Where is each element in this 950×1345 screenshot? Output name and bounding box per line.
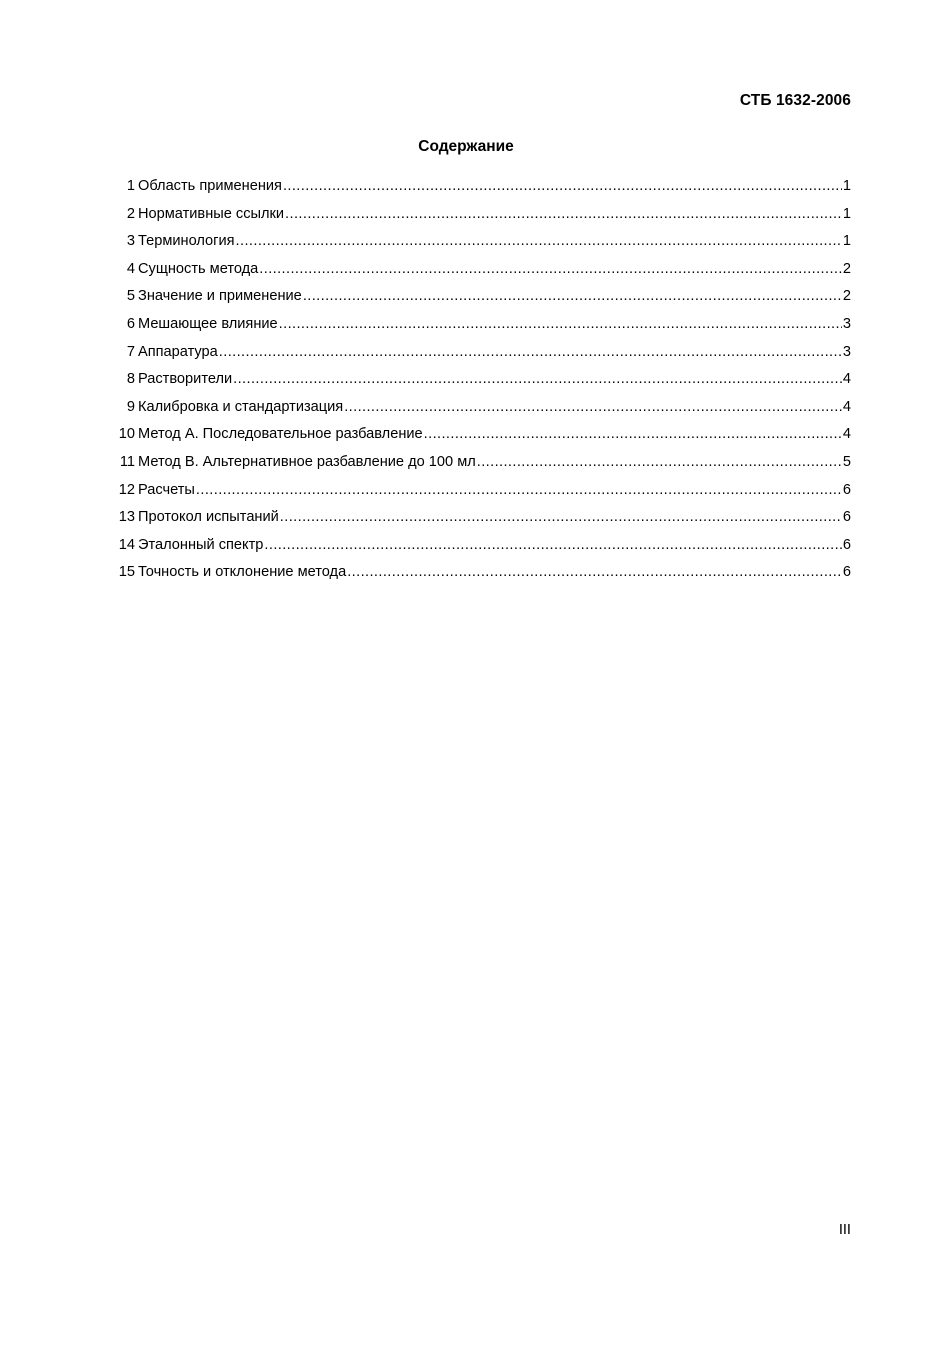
toc-dot-leader bbox=[259, 256, 842, 284]
toc-entry-page: 2 bbox=[842, 288, 851, 305]
toc-entry[interactable] bbox=[112, 201, 851, 229]
toc-entry-number: 11 bbox=[119, 453, 135, 470]
toc-dot-leader bbox=[236, 228, 842, 256]
toc-entry[interactable] bbox=[112, 449, 851, 477]
table-of-contents bbox=[112, 173, 851, 587]
toc-entry[interactable] bbox=[112, 173, 851, 201]
toc-entry[interactable] bbox=[112, 339, 851, 367]
toc-entry[interactable] bbox=[112, 532, 851, 560]
toc-dot-leader bbox=[283, 173, 842, 201]
toc-dot-leader bbox=[280, 504, 842, 532]
toc-entry-number: 15 bbox=[118, 564, 135, 581]
toc-entry-page: 5 bbox=[842, 453, 851, 470]
toc-entry-title: Мешающее влияние bbox=[138, 315, 278, 332]
toc-entry[interactable] bbox=[112, 477, 851, 505]
toc-entry-title: Сущность метода bbox=[138, 260, 259, 277]
toc-entry[interactable] bbox=[112, 311, 851, 339]
toc-entry-number: 12 bbox=[118, 481, 135, 498]
toc-entry-number: 7 bbox=[126, 343, 135, 360]
toc-entry-title: Точность и отклонение метода bbox=[138, 564, 347, 581]
toc-entry-title: Метод А. Последовательное разбавление bbox=[138, 426, 423, 443]
toc-entry-number: 1 bbox=[126, 178, 135, 194]
toc-entry-title: Область применения bbox=[138, 178, 282, 194]
toc-dot-leader bbox=[344, 394, 842, 422]
toc-entry-number: 5 bbox=[126, 288, 135, 305]
toc-entry-title: Расчеты bbox=[138, 481, 195, 498]
toc-entry[interactable] bbox=[112, 421, 851, 449]
toc-entry-page: 6 bbox=[842, 481, 851, 498]
toc-entry-title: Нормативные ссылки bbox=[138, 205, 285, 222]
toc-entry-page: 6 bbox=[842, 564, 851, 581]
toc-entry[interactable] bbox=[112, 228, 851, 256]
toc-dot-leader bbox=[347, 559, 842, 587]
toc-dot-leader bbox=[285, 201, 842, 229]
page-number: III bbox=[838, 1222, 851, 1238]
toc-entry-number: 2 bbox=[126, 205, 135, 222]
toc-entry-page: 6 bbox=[842, 509, 851, 526]
toc-entry-number: 8 bbox=[126, 371, 135, 388]
toc-dot-leader bbox=[196, 477, 842, 505]
toc-entry-title: Калибровка и стандартизация bbox=[138, 398, 344, 415]
toc-entry-title: Растворители bbox=[138, 371, 233, 388]
toc-entry-page: 2 bbox=[842, 260, 851, 277]
toc-entry[interactable] bbox=[112, 504, 851, 532]
toc-entry-number: 3 bbox=[126, 233, 135, 250]
toc-entry-page: 4 bbox=[842, 371, 851, 388]
toc-entry[interactable] bbox=[112, 394, 851, 422]
toc-entry[interactable] bbox=[112, 366, 851, 394]
toc-entry-title: Метод В. Альтернативное разбавление до 100 мл bbox=[138, 453, 476, 470]
toc-entry-page: 3 bbox=[842, 315, 851, 332]
toc-dot-leader bbox=[279, 311, 842, 339]
toc-entry-page: 4 bbox=[842, 398, 851, 415]
toc-entry-page: 4 bbox=[842, 426, 851, 443]
toc-dot-leader bbox=[424, 421, 842, 449]
toc-dot-leader bbox=[303, 283, 842, 311]
toc-entry-page: 1 bbox=[842, 205, 851, 222]
toc-entry-number: 6 bbox=[126, 315, 135, 332]
toc-entry-title: Аппаратура bbox=[138, 343, 218, 360]
toc-entry[interactable] bbox=[112, 283, 851, 311]
toc-entry-number: 4 bbox=[126, 260, 135, 277]
toc-title: Содержание bbox=[418, 138, 514, 155]
toc-entry-number: 9 bbox=[126, 398, 135, 415]
toc-entry-title: Значение и применение bbox=[138, 288, 302, 305]
toc-entry[interactable] bbox=[112, 256, 851, 284]
toc-entry-page: 3 bbox=[842, 343, 851, 360]
toc-entry-title: Протокол испытаний bbox=[138, 509, 279, 526]
toc-dot-leader bbox=[264, 532, 841, 560]
toc-entry-number: 13 bbox=[118, 509, 135, 526]
toc-entry-page: 1 bbox=[842, 233, 851, 250]
toc-entry-page: 6 bbox=[842, 536, 851, 553]
toc-entry-title: Эталонный спектр bbox=[138, 536, 264, 553]
toc-entry-number: 14 bbox=[118, 536, 135, 553]
toc-entry-page: 1 bbox=[842, 178, 851, 194]
toc-entry-number: 10 bbox=[118, 426, 135, 443]
toc-dot-leader bbox=[219, 339, 842, 367]
toc-entry-title: Терминология bbox=[138, 233, 235, 250]
toc-dot-leader bbox=[233, 366, 842, 394]
toc-entry[interactable] bbox=[112, 559, 851, 587]
toc-dot-leader bbox=[477, 449, 842, 477]
document-code: СТБ 1632-2006 bbox=[739, 92, 851, 109]
